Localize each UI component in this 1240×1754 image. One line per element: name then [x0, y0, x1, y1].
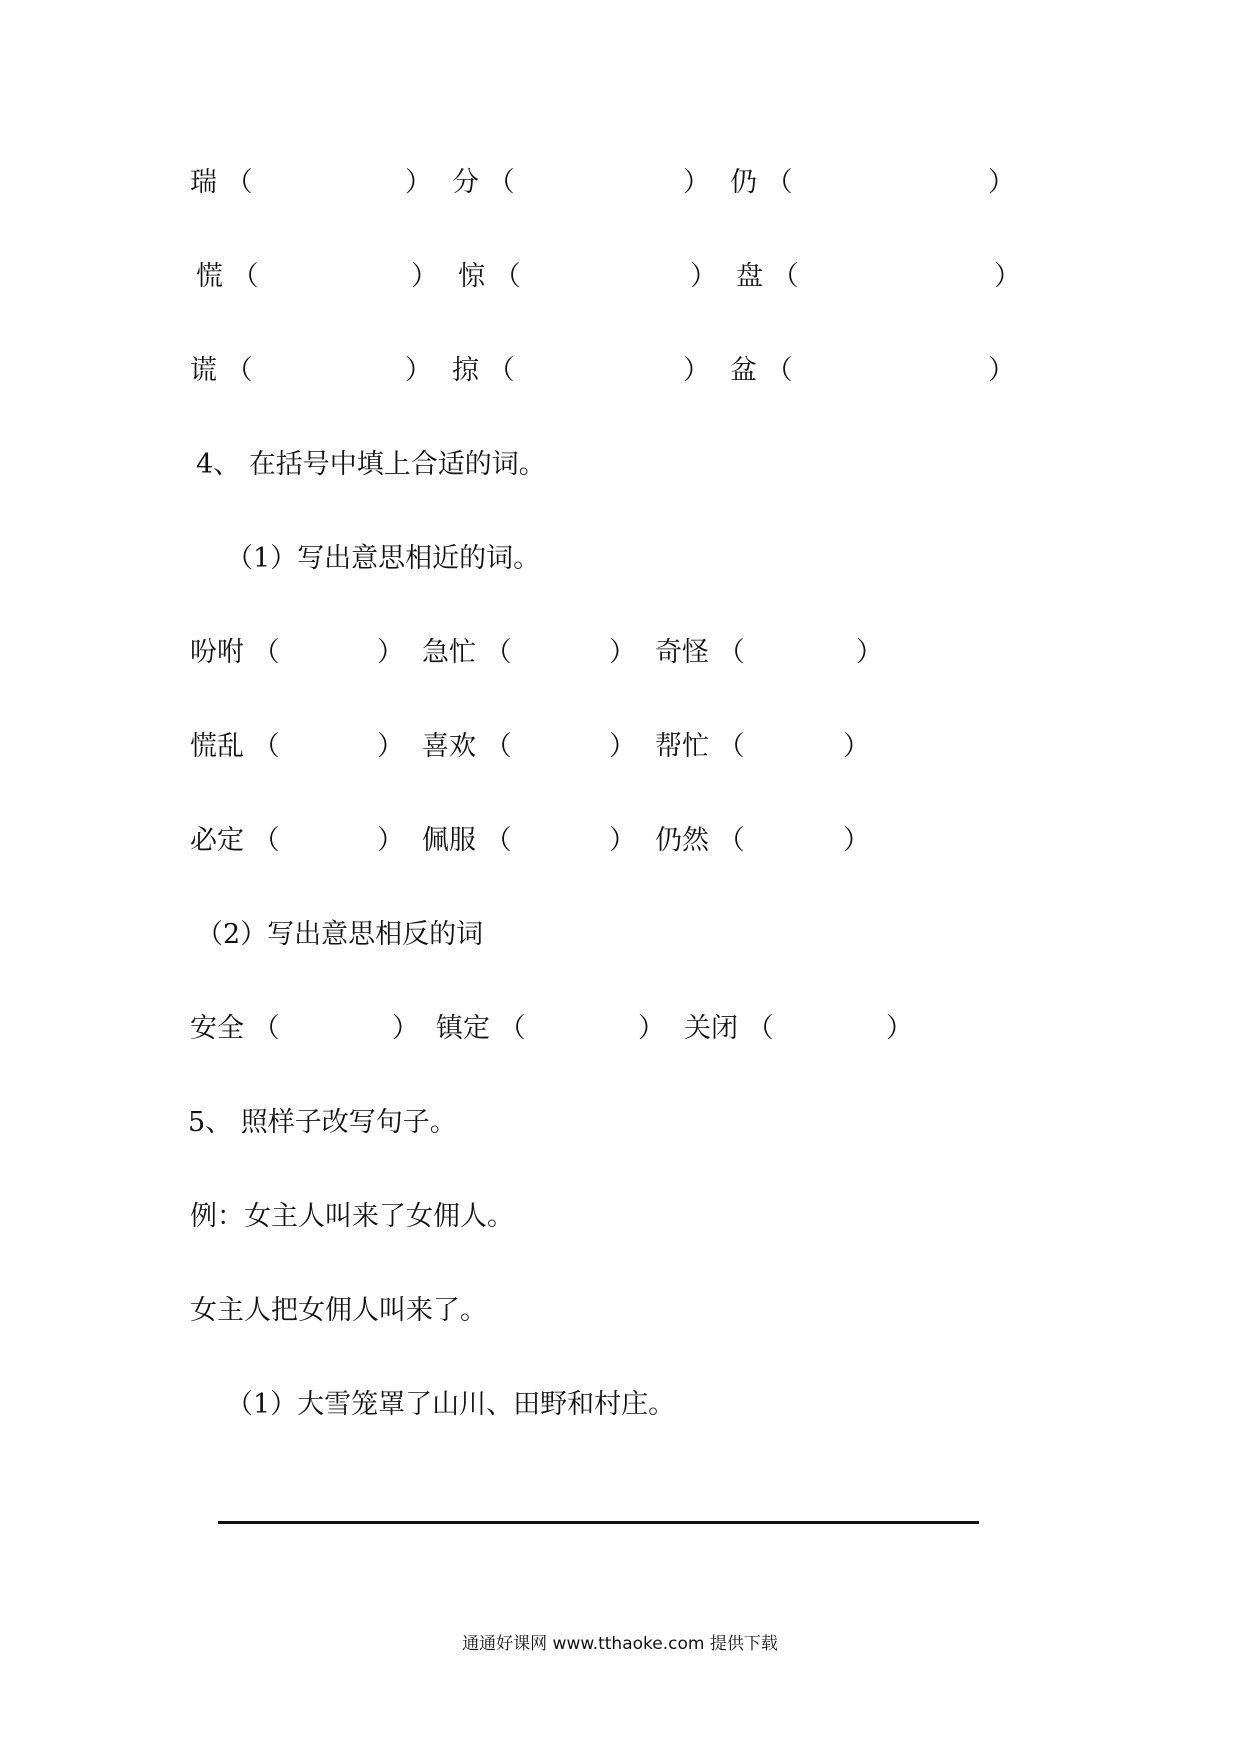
close-paren: ） — [683, 167, 710, 198]
close-paren: ） — [988, 167, 1015, 198]
char-item: 盘 （ — [736, 261, 799, 292]
question-1: （1）大雪笼罩了山川、田野和村庄。 — [226, 1389, 676, 1420]
part-1-title: （1）写出意思相近的词。 — [226, 543, 541, 574]
word-item: 安全 （ — [190, 1013, 280, 1044]
char-item: 惊 （ — [458, 261, 521, 292]
word-item: 仍然 （ — [655, 825, 745, 856]
word-item: 必定 （ — [190, 825, 280, 856]
char-item: 盆 （ — [730, 355, 793, 386]
word-item: 急忙 （ — [422, 637, 512, 668]
word-item: 镇定 （ — [436, 1013, 526, 1044]
answer-line — [218, 1521, 979, 1524]
char-item: 分 （ — [452, 167, 515, 198]
close-paren: ） — [609, 825, 636, 856]
close-paren: ） — [377, 637, 404, 668]
close-paren: ） — [377, 731, 404, 762]
close-paren: ） — [377, 825, 404, 856]
example-answer: 女主人把女佣人叫来了。 — [190, 1295, 487, 1326]
word-item: 喜欢 （ — [422, 731, 512, 762]
section-4-title: 4、 在括号中填上合适的词。 — [196, 449, 546, 480]
close-paren: ） — [683, 355, 710, 386]
close-paren: ） — [392, 1013, 419, 1044]
footer-credit: 通通好课网 www.tthaoke.com 提供下载 — [462, 1634, 778, 1654]
close-paren: ） — [843, 825, 870, 856]
close-paren: ） — [843, 731, 870, 762]
char-item: 仍 （ — [730, 167, 793, 198]
word-item: 奇怪 （ — [655, 637, 745, 668]
close-paren: ） — [638, 1013, 665, 1044]
char-item: 掠 （ — [452, 355, 515, 386]
word-item: 慌乱 （ — [190, 731, 280, 762]
close-paren: ） — [994, 261, 1021, 292]
close-paren: ） — [405, 167, 432, 198]
close-paren: ） — [609, 637, 636, 668]
close-paren: ） — [609, 731, 636, 762]
example-sentence: 例：女主人叫来了女佣人。 — [190, 1201, 514, 1232]
char-item: 慌 （ — [196, 261, 259, 292]
close-paren: ） — [690, 261, 717, 292]
close-paren: ） — [411, 261, 438, 292]
close-paren: ） — [886, 1013, 913, 1044]
close-paren: ） — [405, 355, 432, 386]
char-item: 谎 （ — [190, 355, 253, 386]
word-item: 关闭 （ — [684, 1013, 774, 1044]
part-2-title: （2）写出意思相反的词 — [196, 919, 484, 950]
close-paren: ） — [856, 637, 883, 668]
word-item: 吩咐 （ — [190, 637, 280, 668]
section-5-title: 5、 照样子改写句子。 — [188, 1107, 457, 1138]
word-item: 佩服 （ — [422, 825, 512, 856]
close-paren: ） — [988, 355, 1015, 386]
word-item: 帮忙 （ — [655, 731, 745, 762]
char-item: 瑞 （ — [190, 167, 253, 198]
